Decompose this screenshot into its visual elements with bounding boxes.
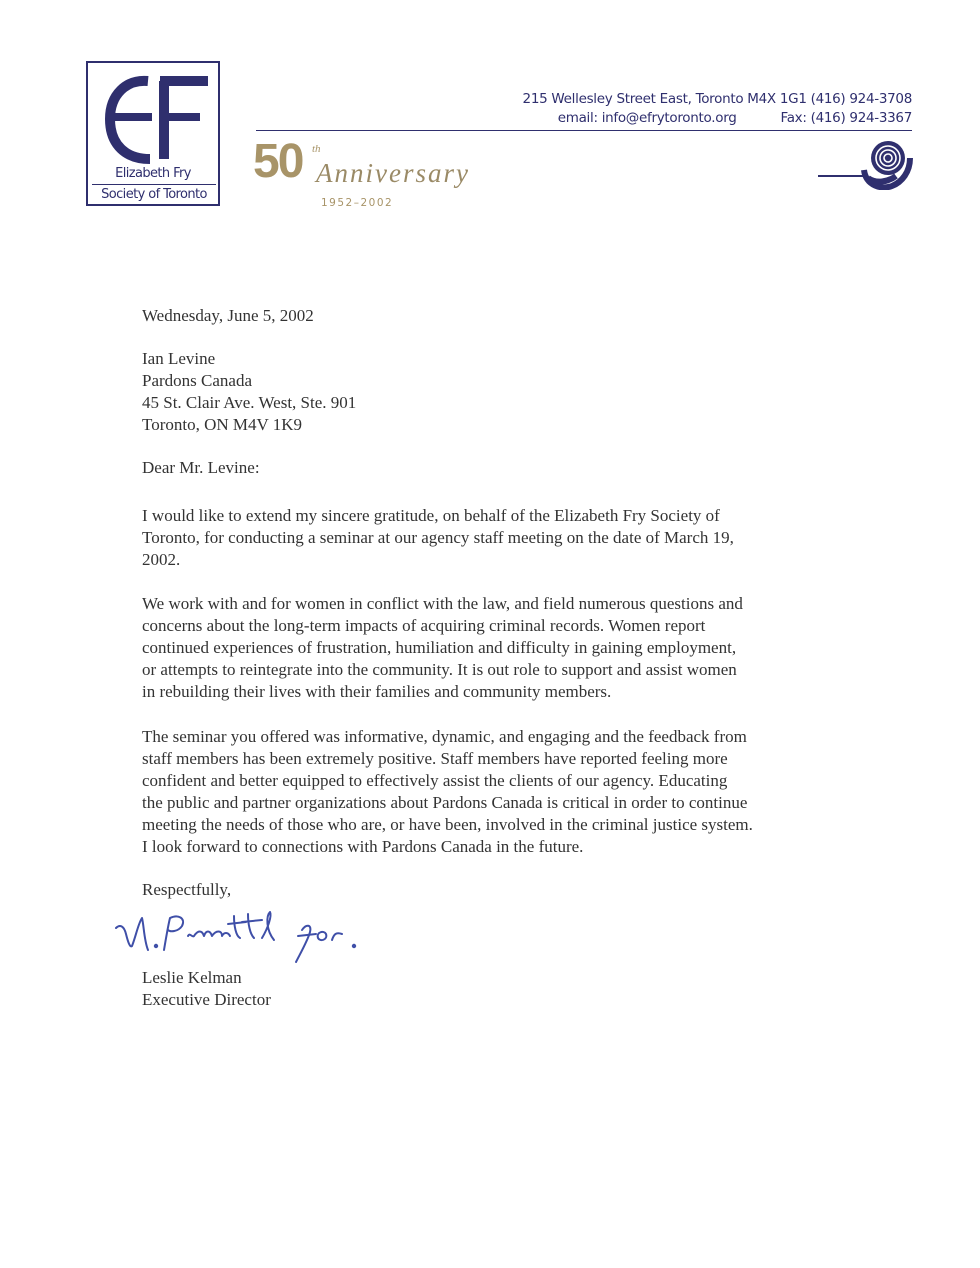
salutation: Dear Mr. Levine: — [142, 458, 260, 477]
anniversary-suffix: th — [312, 143, 321, 155]
anniversary-years: 1952–2002 — [321, 197, 394, 209]
paragraph-1-line: 2002. — [142, 550, 181, 569]
signer-title: Executive Director — [142, 990, 271, 1009]
signer-name: Leslie Kelman — [142, 968, 242, 987]
closing: Respectfully, — [142, 880, 232, 899]
paragraph-2-line: in rebuilding their lives with their families and community members. — [142, 682, 612, 701]
paragraph-1-line: Toronto, for conducting a seminar at our agency staff meeting on the date of March 19, — [142, 528, 734, 547]
paragraph-3-line: meeting the needs of those who are, or have been, involved in the criminal justice system. — [142, 815, 753, 834]
paragraph-2-line: or attempts to reintegrate into the community. It is out role to support and assist women — [142, 660, 737, 679]
handwritten-signature — [112, 906, 372, 966]
paragraph-3-line: The seminar you offered was informative, dynamic, and engaging and the feedback from — [142, 727, 747, 746]
logo-name-line2: Society of Toronto — [92, 184, 216, 202]
paragraph-3-line: the public and partner organizations about Pardons Canada is critical in order to continue — [142, 793, 748, 812]
ef-monogram-icon — [96, 67, 214, 167]
recipient-city: Toronto, ON M4V 1K9 — [142, 415, 302, 434]
organization-logo — [86, 61, 220, 206]
anniversary-number: 50 — [253, 135, 303, 188]
paragraph-3-line: I look forward to connections with Pardons Canada in the future. — [142, 837, 584, 856]
paragraph-1-line: I would like to extend my sincere gratitude, on behalf of the Elizabeth Fry Society of — [142, 506, 720, 525]
contact-row — [523, 109, 912, 128]
logo-name-line1: Elizabeth Fry — [115, 166, 191, 181]
email-address: email: info@efrytoronto.org — [557, 110, 737, 126]
paragraph-2-line: concerns about the long-term impacts of acquiring criminal records. Women report — [142, 616, 706, 635]
letterhead-address — [523, 90, 912, 128]
paragraph-3-line: confident and better equipped to effectively assist the clients of our agency. Educating — [142, 771, 728, 790]
fax-number: Fax: (416) 924-3367 — [780, 110, 912, 126]
paragraph-2-line: continued experiences of frustration, humiliation and difficulty in gaining employment, — [142, 638, 737, 657]
letter-date: Wednesday, June 5, 2002 — [142, 306, 314, 325]
united-way-logo-icon — [858, 136, 914, 190]
recipient-street: 45 St. Clair Ave. West, Ste. 901 — [142, 393, 357, 412]
recipient-organization: Pardons Canada — [142, 371, 253, 390]
anniversary-word: Anniversary — [316, 158, 470, 188]
recipient-name: Ian Levine — [142, 349, 216, 368]
letterhead-rule — [256, 130, 912, 131]
street-address: 215 Wellesley Street East, Toronto M4X 1G1 (416) 924-3708 — [522, 91, 912, 107]
paragraph-3-line: staff members has been extremely positive. Staff members have reported feeling more — [142, 749, 728, 768]
paragraph-2-line: We work with and for women in conflict with the law, and field numerous questions and — [142, 594, 743, 613]
